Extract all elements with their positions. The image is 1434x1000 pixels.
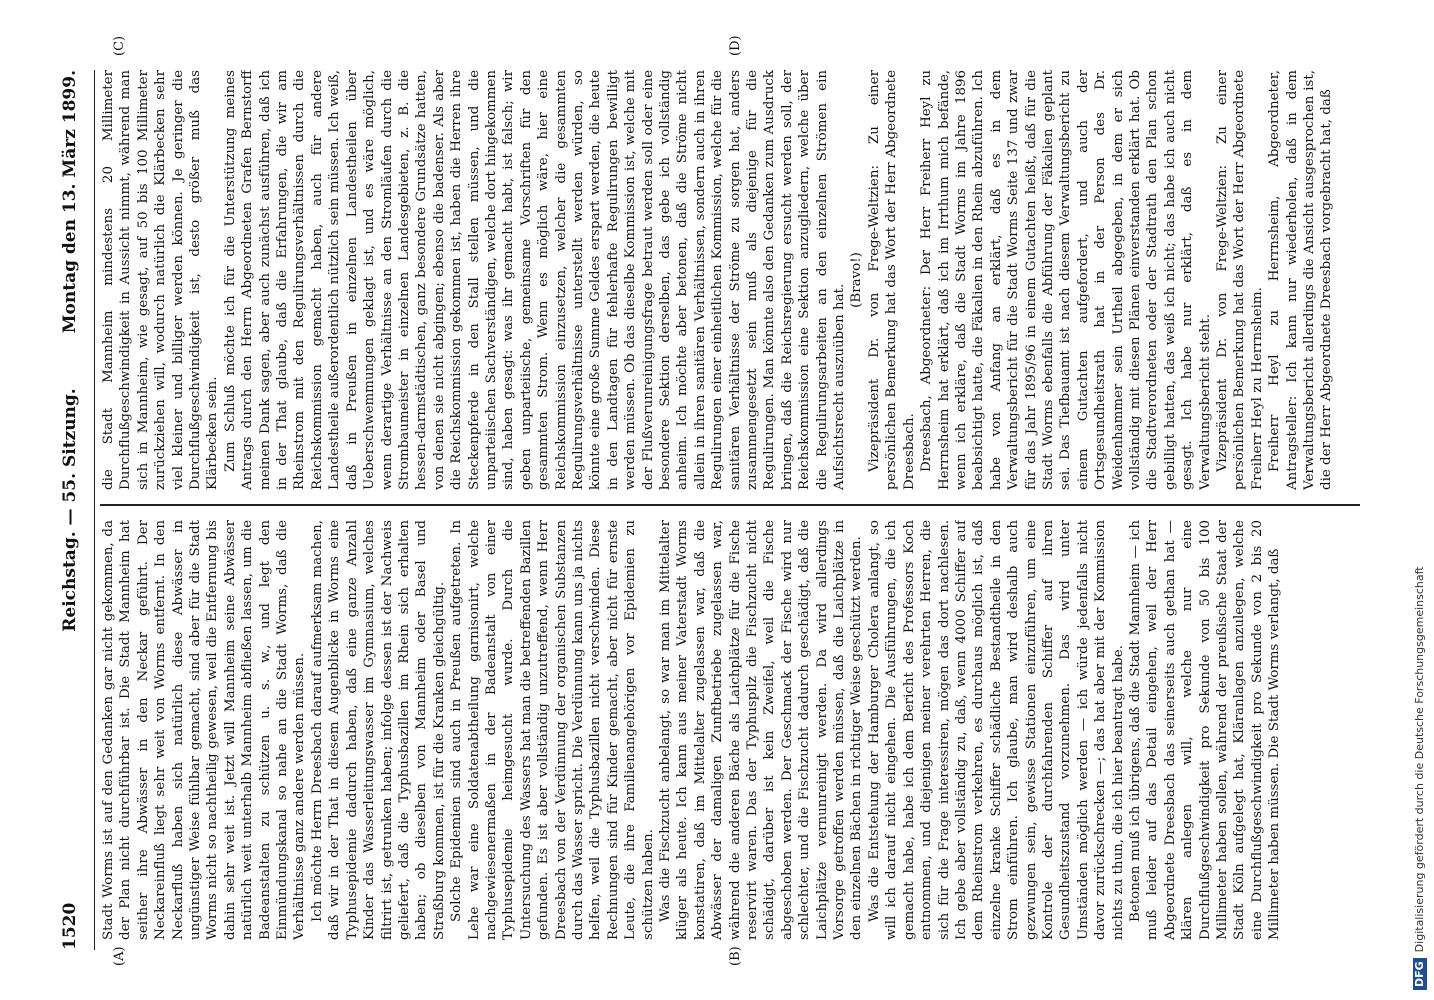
watermark-text: Digitalisierung gefördert durch die Deutsche Forschungsgemeinschaft (1413, 566, 1426, 953)
paragraph: Betonen muß ich übrigens, daß die Stadt Mannheim — ich muß leider auf das Detail eingehen, weil der Herr Abgeordnete Dreesbach das seinerseits auch gethan hat — klären anlegen will, welche nur eine Durchflußgeschwindigkeit pro Sekunde von 50 bis 100 Millimeter haben sollen, während der preußische Staat der Stadt Köln aufgelegt hat, Kläranlagen anzulegen, welche eine Durchflußgeschwindigkeit pro Sekunde von 2 bis 20 Millimeter haben müssen. Die Stadt Worms verlangt, daß (1127, 520, 1283, 940)
digitization-watermark (1410, 10, 1430, 990)
right-column (100, 70, 1360, 490)
watermark-text-line (1410, 10, 1430, 990)
session-title: Reichstag. — 55. Sitzung. (60, 388, 80, 632)
margin-marker-d: (D) (728, 35, 743, 56)
paragraph: Solche Epidemien sind auch in Preußen aufgetreten. In Lehe war eine Soldatenabtheilung garnisonirt, welche nachgewiesenermaßen in der Badeanstalt von einer Typhusepidemie heimgesucht wurde. Durch die Untersuchung des Wassers hat man die betreffenden Bazillen gefunden. Es ist aber vollständig unzutreffend, wenn Herr Dreesbach von der Verdünnung der organischen Substanzen durch das Wasser spricht. Die Verdünnung kann uns ja nichts helfen, weil die Typhusbazillen nicht verschwinden. Diese Rechnungen sind für Kinder gemacht, aber nicht für ernste Leute, die ihre Familienangehörigen vor Epidemien zu schützen haben. (449, 520, 656, 940)
dfg-logo: DFG (1413, 958, 1427, 990)
applause-note: (Bravo!) (849, 252, 865, 308)
left-column (100, 520, 1360, 940)
header-rule (94, 70, 95, 950)
paragraph-vice-president: Vizepräsident Dr. von Frege-Weltzien: Zu einer persönlichen Bemerkung hat das Wort der Herr Abgeordnete Freiherr Heyl zu Herrnsheim. (1215, 70, 1265, 490)
margin-marker-b: (B) (728, 946, 743, 966)
page-number: 1520 (60, 902, 80, 950)
paragraph-dreesbach: Dreesbach, Abgeordneter: Der Herr Freiherr Heyl zu Herrnsheim hat erklärt, daß ich im Irrthum mich befände, wenn ich erkläre, daß die Stadt Worms im Jahre 1896 beabsichtigt hatte, die Fäkalien in den Rhein abzuführen. Ich habe von Anfang an erklärt, daß es in dem Verwaltungsbericht für die Stadt Worms Seite 137 und zwar für das Jahr 1895/96 in einem Gutachten heißt, daß für die Stadt Worms ebenfalls die Abführung der Fäkalien geplant sei. Das Tiefbauamt ist nach diesem Verwaltungsbericht zu einem Gutachten aufgefordert, und auch der Ortsgesundheitsrath hat in der Person des Dr. Weidenhammer sein Urtheil abgegeben, in dem er sich vollständig mit diesen Plänen einverstanden erklärt hat. Ob die Stadtverordneten oder der Stadtrath den Plan schon gebilligt hatten, das weiß ich nicht; das habe ich auch nicht gesagt. Ich habe nur erklärt, daß es in dem Verwaltungsbericht steht. (919, 70, 1213, 490)
paragraph: Ich möchte Herrn Dreesbach darauf aufmerksam machen, daß wir in der That in diesem Augenblicke in Worms eine Typhusepidemie dadurch haben, daß eine ganze Anzahl Kinder das Wasserleitungswasser im Gymnasium, welches filtrirt ist, getrunken haben; infolge dessen ist der Nachweis geliefert, daß die Typhusbazillen im Rhein sich erhalten haben; ob dieselben von Mannheim oder Basel und Straßburg kommen, ist für die Kranken gleichgültig. (309, 520, 447, 940)
paragraph: Was die Fischzucht anbelangt, so war man im Mittelalter klüger als heute. Ich kann aus meiner Vaterstadt Worms konstatiren, daß im Mittelalter zugelassen war, daß die Abwässer der damaligen Zunftbetriebe zugelassen war, während die anderen Bäche als Laichplätze für die Fische reservirt waren. Das der Typhuspilz die Fischzucht nicht schädigt, darüber ist kein Zweifel, weil die Fische abgeschoben werden. Der Geschmack der Fische wird nur schlechter, und die Fischzucht dadurch geschädigt, daß die Laichplätze vernunreinigt werden. Da wird allerdings Vorsorge getroffen werden müssen, daß die Laichplätze in den einzelnen Bächen in richtiger Weise geschützt werden. (658, 520, 865, 940)
paragraph-vice-president: Vizepräsident Dr. von Frege-Weltzien: Zu einer persönlichen Bemerkung hat das Wort der Herr Abgeordnete Dreesbach. (866, 70, 917, 490)
paragraph: die Stadt Mannheim mindestens 20 Millimeter Durchflußgeschwindigkeit in Aussicht nimmt, während man sich in Mannheim, wie gesagt, auf 50 bis 100 Millimeter zurückziehen will, wodurch natürlich die Klärbecken sehr viel kleiner und billiger werden können. Je geringer die Durchflußgeschwindigkeit ist, desto größer muß das Klärbecken sein. (101, 70, 221, 490)
paragraph-heyl: Freiherr Heyl zu Herrnsheim, Abgeordneter, Antragsteller: Ich kann nur wiederholen, daß in dem Verwaltungsbericht allerdings die Ansicht ausgesprochen ist, die der Herr Abgeordnete Dreesbach vorgebracht hat, daß (1267, 70, 1335, 490)
paragraph: Was die Entstehung der Hamburger Cholera anlangt, so will ich darauf nicht eingehen. Die Ausführungen, die ich gemacht habe, habe ich dem Bericht des Professors Koch entnommen, und diejenigen meiner verehrten Herren, die sich für die Frage interessiren, mögen das dort nachlesen. Ich gebe aber vollständig zu, daß, wenn 4000 Schiffer auf dem Rheinstrom verkehren, es durchaus möglich ist, daß einzelne kranke Schiffer schädliche Bestandtheile in den Strom einführen. Ich glaube, man wird deshalb auch gezwungen sein, gewisse Stationen einzuführen, um eine Kontrole der durchfahrenden Schiffer auf ihren Gesundheitszustand vorzunehmen. Das wird unter Umständen möglich werden — ich würde jedenfalls nicht davor zurückschrecken —; das hat aber mit der Kommission nichts zu thun, die ich hier beantragt habe. (866, 520, 1126, 940)
column-divider (100, 504, 1360, 506)
margin-marker-a: (A) (112, 946, 127, 966)
paragraph: Zum Schluß möchte ich für die Unterstützung meines Antrags durch den Herrn Abgeordneten Grafen Bernstorff meinen Dank sagen, aber auch zunächst ausführen, daß ich in der That glaube, daß die Erfahrungen, die wir am Rheinstrom mit den Regulirungsverhältnissen durch die Reichskommission gemacht haben, auch für andere Landestheile außerordentlich nützlich sein müssen. Ich weiß, daß in Preußen in einzelnen Landestheilen über Ueberschwemmungen geklagt ist, und es wäre möglich, wenn derartige Verhältnisse an den Stromläufen durch die Strombaumeister in einzelnen Landesgebieten, z. B. die hessen-darmstädtischen, ganz besondere Grundsätze hatten, von denen sie nicht abgingen; ebenso die badenser. Als aber die Reichskommission gekommen ist, haben die Herren ihre Steckenpferde in den Stall stellen müssen, und die unparteiischen Sachverständigen, welche dort hingekommen sind, haben gesagt: was ihr gemacht habt, ist falsch; wir geben unparteiische, gemeinsame Vorschriften für den gesammten Strom. Wenn es möglich wäre, hier eine Reichskommission einzusetzen, welcher die gesammten Regulirungsverhältnisse unterstellt werden würden, so könnte eine große Summe Geldes erspart werden, die heute in den Landtagen für fehlerhafte Regulirungen bewilligt werden müssen. Ob das dieselbe Kommission ist, welche mit der Flußverunreinigungsfrage betraut werden soll oder eine besondere Sektion derselben, das gebe ich vollständig anheim. Ich möchte aber betonen, daß die Ströme nicht allein in ihren sanitären Verhältnissen, sondern auch in ihren Regulirungen einer einheitlichen Kommission, welche für die sanitären Verhältnisse der Ströme zu sorgen hat, anders zusammengesetzt sein muß als diejenige für die Regulirungen. Man könnte also den Gedanken zum Ausdruck bringen, daß die Reichsregierung ersucht werden soll, der Reichskommission eine Sektion anzugliedern, welche über die Regulirungsarbeiten an den einzelnen Strömen ein Aufsichtsrecht auszuüben hat. (222, 70, 848, 490)
margin-marker-c: (C) (112, 35, 127, 56)
page-header (56, 70, 86, 950)
paragraph: Stadt Worms ist auf den Gedanken gar nicht gekommen, da der Plan nicht durchführbar ist. Die Stadt Mannheim hat seither ihre Abwässer in den Neckar geführt. Der Neckareinfluß liegt sehr weit von Worms entfernt. In den Neckarfluß haben sich natürlich diese Abwässer in ungünstiger Weise fühlbar gemacht, sind aber für die Stadt Worms nicht so nachtheilig gewesen, weil die Entfernung bis dahin sehr weit ist. Jetzt will Mannheim seine Abwässer natürlich weit unterhalb Mannheim abfließen lassen, um die Badeanstalten zu schützen u. s. w., und legt den Einmündungskanal so nahe an die Stadt Worms, daß die Verhältnisse ganz andere werden müssen. (101, 520, 308, 940)
session-date: Montag den 13. März 1899. (60, 70, 80, 334)
